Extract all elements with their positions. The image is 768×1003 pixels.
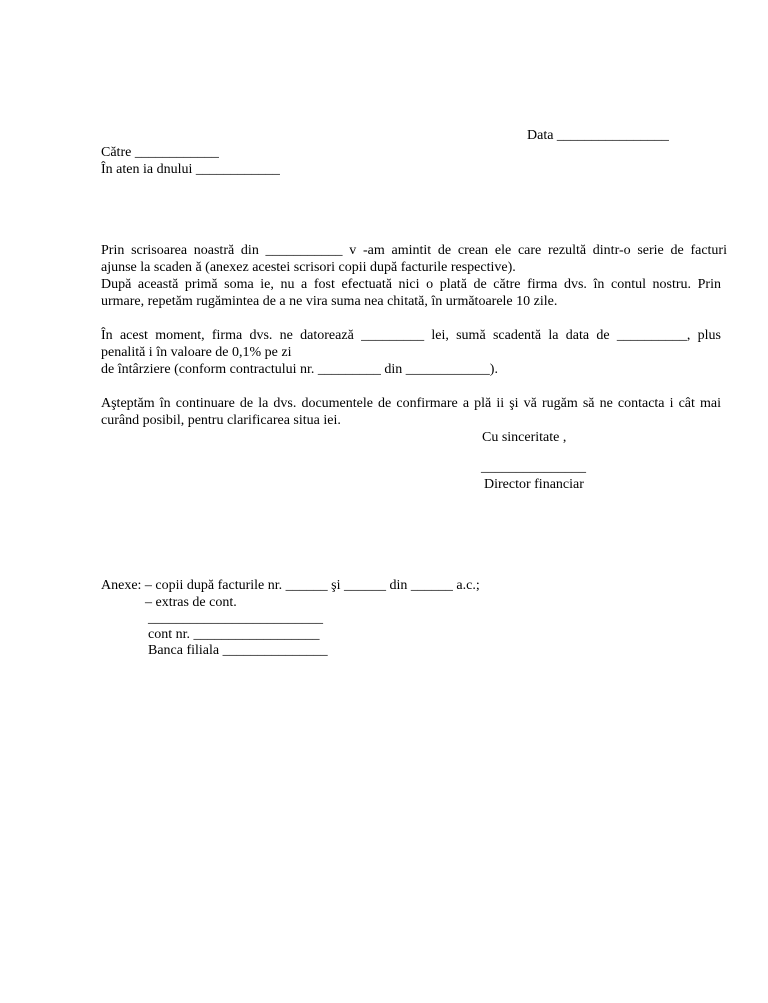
annex-line1: Anexe: – copii după facturile nr. ______ şi ______ din ______ a.c.; [101,578,480,593]
recipient-line: Către ____________ [101,145,219,160]
paragraph2-line1: În acest moment, firma dvs. ne datorează _________ lei, sumă scadentă la data de __________, plus [101,328,721,343]
paragraph1-line4: urmare, repetăm rugămintea de a ne vira suma nea chitată, în următoarele 10 zile. [101,294,558,309]
signature-title: Director financiar [484,477,584,492]
paragraph3-line2: curând posibil, pentru clarificarea situa iei. [101,413,341,428]
paragraph1-line2: ajunse la scaden ă (anexez acestei scrisori copii după facturile respective). [101,260,516,275]
paragraph1-line3: După această primă soma ie, nu a fost efectuată nici o plată de către firma dvs. în contul nostru. Prin [101,277,721,292]
paragraph2-line3: de întârziere (conform contractului nr. _________ din ____________). [101,362,498,377]
signature-line: _______________ [481,460,586,475]
annex-line3: _________________________ [148,611,323,626]
closing-line: Cu sinceritate , [482,430,567,445]
paragraph1-line1: Prin scrisoarea noastră din ___________ v -am amintit de crean ele care rezultă dintr-o serie de facturi [101,243,727,258]
annex-account-line: cont nr. __________________ [148,627,320,642]
paragraph3-line1: Aşteptăm în continuare de la dvs. documentele de confirmare a plă ii şi vă rugăm să ne contacta i cât mai [101,396,721,411]
attention-line: În aten ia dnului ____________ [101,162,280,177]
paragraph2-line2: penalită i în valoare de 0,1% pe zi [101,345,292,360]
annex-line2: – extras de cont. [145,595,237,610]
date-field: Data ________________ [527,128,669,143]
annex-bank-line: Banca filiala _______________ [148,643,328,658]
